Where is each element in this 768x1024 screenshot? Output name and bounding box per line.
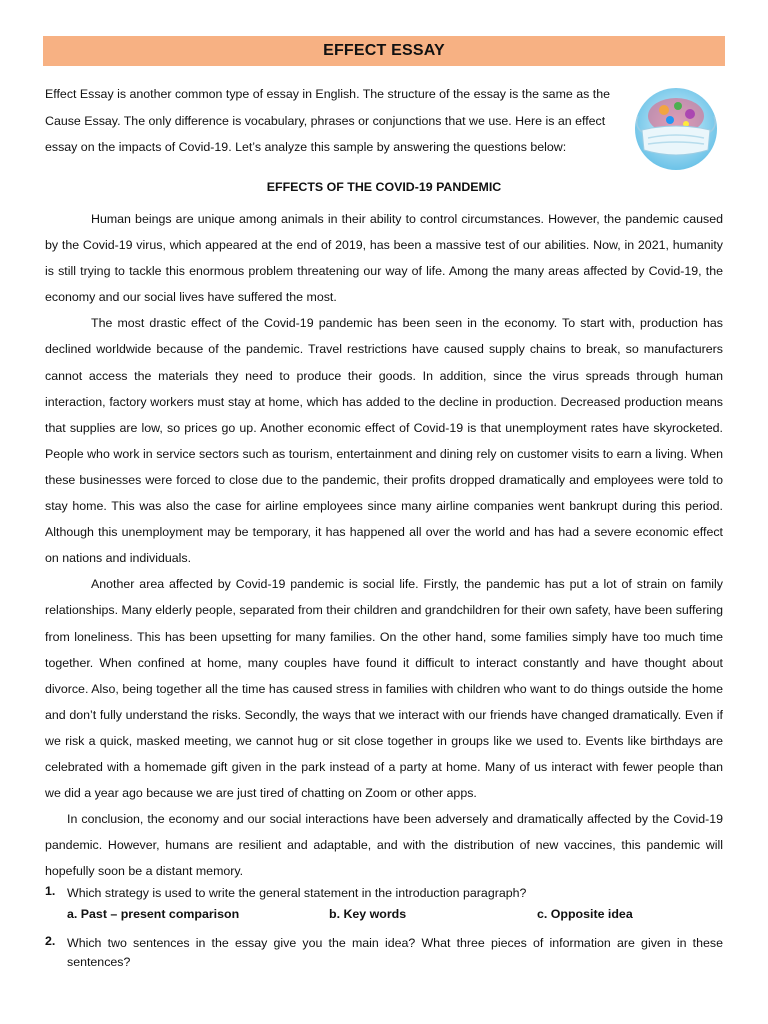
intro-paragraph: Effect Essay is another common type of essay in English. The structure of the essay is the same as the Cause Essay. The only difference is vocabulary, phrases or conjunctions that we use. Here is an effect essay on the impacts of Covid-19. Let’s analyze this sample by answering the questions below: bbox=[45, 87, 610, 154]
essay-title: EFFECTS OF THE COVID-19 PANDEMIC bbox=[266, 180, 502, 194]
essay-paragraph-economy: The most drastic effect of the Covid-19 pandemic has been seen in the economy. To start with, production has declined worldwide because of the pandemic. Travel restrictions have caused supply chains to break, so manufacturers cannot access the materials they need to produce their goods. In addition, since the virus spreads through human interaction, factory workers must stay at home, which has added to the decline in production. Decreased production means that supplies are low, so prices go up. Another economic effect of Covid-19 is that unemployment rates have skyrocketed. People who work in service sectors such as tourism, entertainment and dining rely on customer visits to earn a living. When these businesses were forced to close due to the pandemic, their profits dropped dramatically and employees were told to stay home. This was also the case for airline employees since many airline companies went bankrupt during this period. Although this unemployment may be temporary, it has happened all over the world and has had a severe economic effect on nations and individuals. bbox=[45, 316, 723, 566]
question-list bbox=[45, 884, 723, 980]
essay-paragraph-conclusion: In conclusion, the economy and our social interactions have been adversely and dramatically affected by the Covid-19 pandemic. However, humans are resilient and adaptable, and with the distribution of new vaccines, this pandemic will hopefully soon be a distant memory. bbox=[45, 812, 723, 879]
question-text: Which two sentences in the essay give you the main idea? What three pieces of information are given in these sentences? bbox=[67, 936, 723, 969]
option-c: c. Opposite idea bbox=[537, 907, 633, 921]
question-item bbox=[45, 934, 723, 972]
question-number: 2. bbox=[45, 934, 56, 948]
essay-paragraph-social: Another area affected by Covid-19 pandemic is social life. Firstly, the pandemic has put a lot of strain on family relationships. Many elderly people, separated from their children and grandchildren for their own safety, have been suffering from loneliness. This has been upsetting for many families. On the other hand, some families simply have too much time together. When confined at home, many couples have found it difficult to interact constantly and have thought about divorce. Also, being together all the time has caused stress in families with children who want to do things outside the home and don’t fully understand the risks. Secondly, the ways that we interact with our friends have changed dramatically. Even if we risk a quick, masked meeting, we cannot hug or sit close together in groups like we used to. Events like birthdays are celebrated with a homemade gift given in the park instead of a party at home. Many of us interact with fewer people than we did a year ago because we are just tired of chatting on Zoom or other apps. bbox=[45, 577, 723, 801]
option-b: b. Key words bbox=[329, 907, 407, 921]
option-a: a. Past – present comparison bbox=[67, 907, 240, 921]
covid-globe-mask-icon bbox=[628, 86, 724, 172]
essay-body bbox=[45, 206, 723, 884]
title-banner bbox=[43, 36, 725, 66]
essay-paragraph-intro: Human beings are unique among animals in their ability to control circumstances. However, the pandemic caused by the Covid-19 virus, which appeared at the end of 2019, has been a massive test of our abilities. Now, in 2021, humanity is still trying to tackle this enormous problem threatening our way of life. Among the many areas affected by Covid-19, the economy and our social lives have suffered the most. bbox=[45, 212, 723, 305]
answer-options bbox=[67, 905, 723, 924]
question-number: 1. bbox=[45, 884, 56, 898]
page-title: EFFECT ESSAY bbox=[323, 42, 445, 59]
question-item bbox=[45, 884, 723, 924]
question-text: Which strategy is used to write the general statement in the introduction paragraph? bbox=[67, 886, 527, 900]
